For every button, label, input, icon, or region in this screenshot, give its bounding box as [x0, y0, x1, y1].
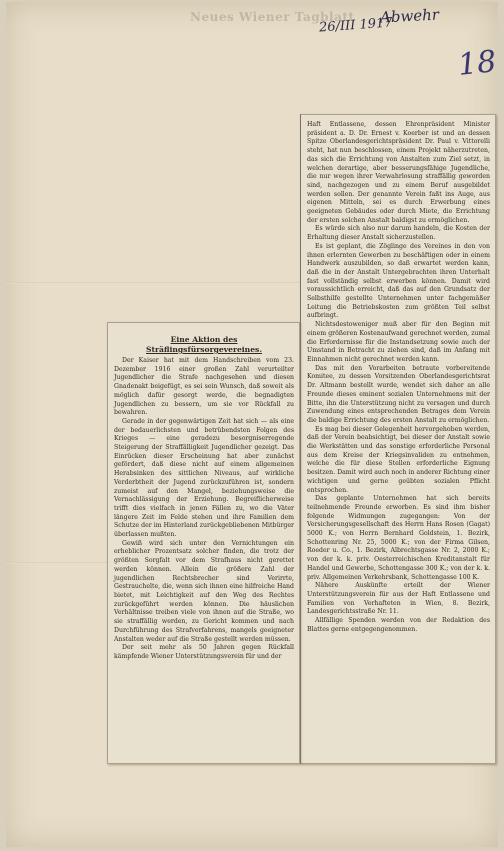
article-paragraph: Nichtsdestoweniger muß aber für den Beginn mit einem größeren Kostenaufwand gerechnet werden, zumal die Erfordernisse für die Instandsetzung sowie auch der Umstand in Betracht zu ziehen sind, daß im Anfang mit Einnahmen nicht gerechnet werden kann.: [307, 321, 490, 363]
column-divider: [300, 114, 301, 764]
clipping-left-column: [107, 322, 300, 764]
article-paragraph: Der seit mehr als 50 Jahren gegen Rückfall kämpfende Wiener Unterstützungsverein für und der: [114, 644, 294, 660]
archive-sheet: [6, 2, 498, 847]
article-paragraph: Es würde sich also nur darum handeln, die Kosten der Erhaltung dieser Anstalt sicherzustellen.: [307, 225, 490, 242]
newspaper-masthead-stamp: Neues Wiener Tagblatt: [190, 10, 355, 24]
article-paragraph: Der Kaiser hat mit dem Handschreiben vom 23. Dezember 1916 einer großen Zahl verurteilter Jugendlicher die Strafe nachgesehen und diesen Gnadenakt beigefügt, es sei sein Wunsch, daß soweit als möglich dafür gesorgt werde, die begnadigten Jugendlichen zu bessern, um sie vor Rückfall zu bewahren.: [114, 357, 294, 417]
article-paragraph: Es mag bei dieser Gelegenheit hervorgehoben werden, daß der Verein beabsichtigt, bei dieser der Anstalt sowie die Werkstätten und das sonstige erforderliche Personal aus dem Kreise der Kriegsinvaliden zu entnehmen, welche die für diese Stellen erforderliche Eignung besitzen. Damit wird auch noch in anderer Richtung einer wichtigen und gerne geübten sozialen Pflicht entsprochen.: [307, 425, 490, 494]
article-paragraph: Das mit den Vorarbeiten betraute vorbereitende Komitee, zu dessen Vorsitzenden Oberlandesgerichtsrat Dr. Altmann bestellt wurde, wendet sich daher an alle Freunde dieses eminent sozialen Unternehmens mit der Bitte, ihn die Unterstützung nicht zu versagen und durch Zuwendung eines entsprechenden Betrages dem Verein die baldige Errichtung des ersten Anstalt zu ermöglichen.: [307, 364, 490, 424]
article-paragraph: Das geplante Unternehmen hat sich bereits teilnehmende Freunde erworben. Es sind ihm bisher folgende Widmungen zugegangen: Von der Versicherungsgesellschaft des Herrn Hans Rosen (Gagat) 5000 K.; von Herrn Bernhard Goldstein, 1. Bezirk, Schottenring Nr. 25, 5000 K.; von der Firma Gilsen, Roeder u. Co., 1. Bezirk, Albrechtsgasse Nr. 2, 2000 K.; von der k. k. priv. Oesterreichischen Kreditanstalt für Handel und Gewerbe, Schottengasse 300 K.; von der k. k. priv. Allgemeinen Verkehrsbank, Schottengasse 100 K.: [307, 495, 490, 581]
handwritten-date: 26/III 1917: [318, 15, 393, 36]
article-headline: Eine Aktion des Sträflingsfürsorgevereines.: [146, 335, 262, 354]
article-paragraph: Allfällige Spenden werden von der Redaktion des Blattes gerne entgegengenommen.: [307, 617, 490, 633]
handwritten-name: Abwehr: [379, 5, 440, 27]
article-paragraph: Gerade in der gegenwärtigen Zeit hat sich — als eine der bedauerlichsten und betrübendsten Folgen des Krieges — eine geradezu besorgniserregende Steigerung der Straffälligkeit Jugendlicher gezeigt. Das Einrücken dieser Erscheinung hat aber zunächst gefördert, daß diese nicht auf einem allgemeinen Herabsinken des sittlichen Niveaus, auf wirkliche Verderbtheit der Jugend zurückzuführen ist, sondern zumeist auf den Mangel, beziehungsweise die Vernachlässigung der Erziehung. Begreiflicherweise trifft dies vielfach in jenen Fällen zu, wo die Väter längere Zeit im Felde stehen und ihre Familien dem Schutze der im Hinterland zurückgebliebenen Mitbürger überlassen mußten.: [114, 417, 294, 539]
article-paragraph: Es ist geplant, die Zöglinge des Vereines in den von ihnen erlernten Gewerben zu beschäftigen oder in einem Handwerk auszubilden, so daß erwartet werden kann, daß die in der Anstalt Untergebrachten ihren Unterhalt fast vollständig selbst erwerben können. Damit wird voraussichtlich erreicht, daß das auf den Grundsatz der Selbsthilfe gestellte Unternehmen unter fachgemäßer Leitung die Betriebskosten zum größten Teil selbst aufbringt.: [307, 242, 490, 320]
article-paragraph: Nähere Auskünfte erteilt der Wiener Unterstützungsverein für aus der Haft Entlassene und Familien von Verhafteten in Wien, 8. Bezirk, Landesgerichtsstraße Nr. 11.: [307, 582, 490, 616]
article-paragraph: Haft Entlassene, dessen Ehrenpräsident Minister präsident a. D. Dr. Ernest v. Koerber ist und an dessen Spitze Oberlandesgerichtspräsident Dr. Paul v. Vittorelli steht, hat nun beschlossen, einem Projekt näherzutreten, das sich die Errichtung von Anstalten zum Ziel setzt, in welchen derartige, aber besserungsfähige Jugendliche, die nur wegen ihrer Verwahrlosung straffällig geworden sind, nachgezogen und zu einem Beruf ausgebildet werden sollen. Der genannte Verein faßt ins Auge, aus eigenen Mitteln, sei es durch Erwerbung eines geeigneten Gebäudes oder durch Miete, die Errichtung der ersten solchen Anstalt baldigst zu ermöglichen.: [307, 121, 490, 224]
handwritten-folio-number: 18: [456, 44, 498, 83]
article-paragraph: Gewiß wird sich unter den Vernichtungen ein erheblicher Prozentsatz solcher finden, die trotz der größten Sorgfalt vor dem Strafhaus nicht gerettet werden können. Allein die größere Zahl der jugendlichen Rechtsbrecher sind Verirrte, Gestrauchelte, die, wenn sich ihnen eine hilfreiche Hand bietet, mit Leichtigkeit auf den Weg des Rechtes zurückgeführt werden können. Die häuslichen Verhältnisse treiben viele von ihnen auf die Straße, wo sie straffällig werden, zu Gericht kommen und nach Durchführung des Strafverfahrens, mangels geeigneter Anstalten weder auf die Straße gestellt werden müssen.: [114, 539, 294, 643]
clipping-right-column: [300, 114, 496, 764]
